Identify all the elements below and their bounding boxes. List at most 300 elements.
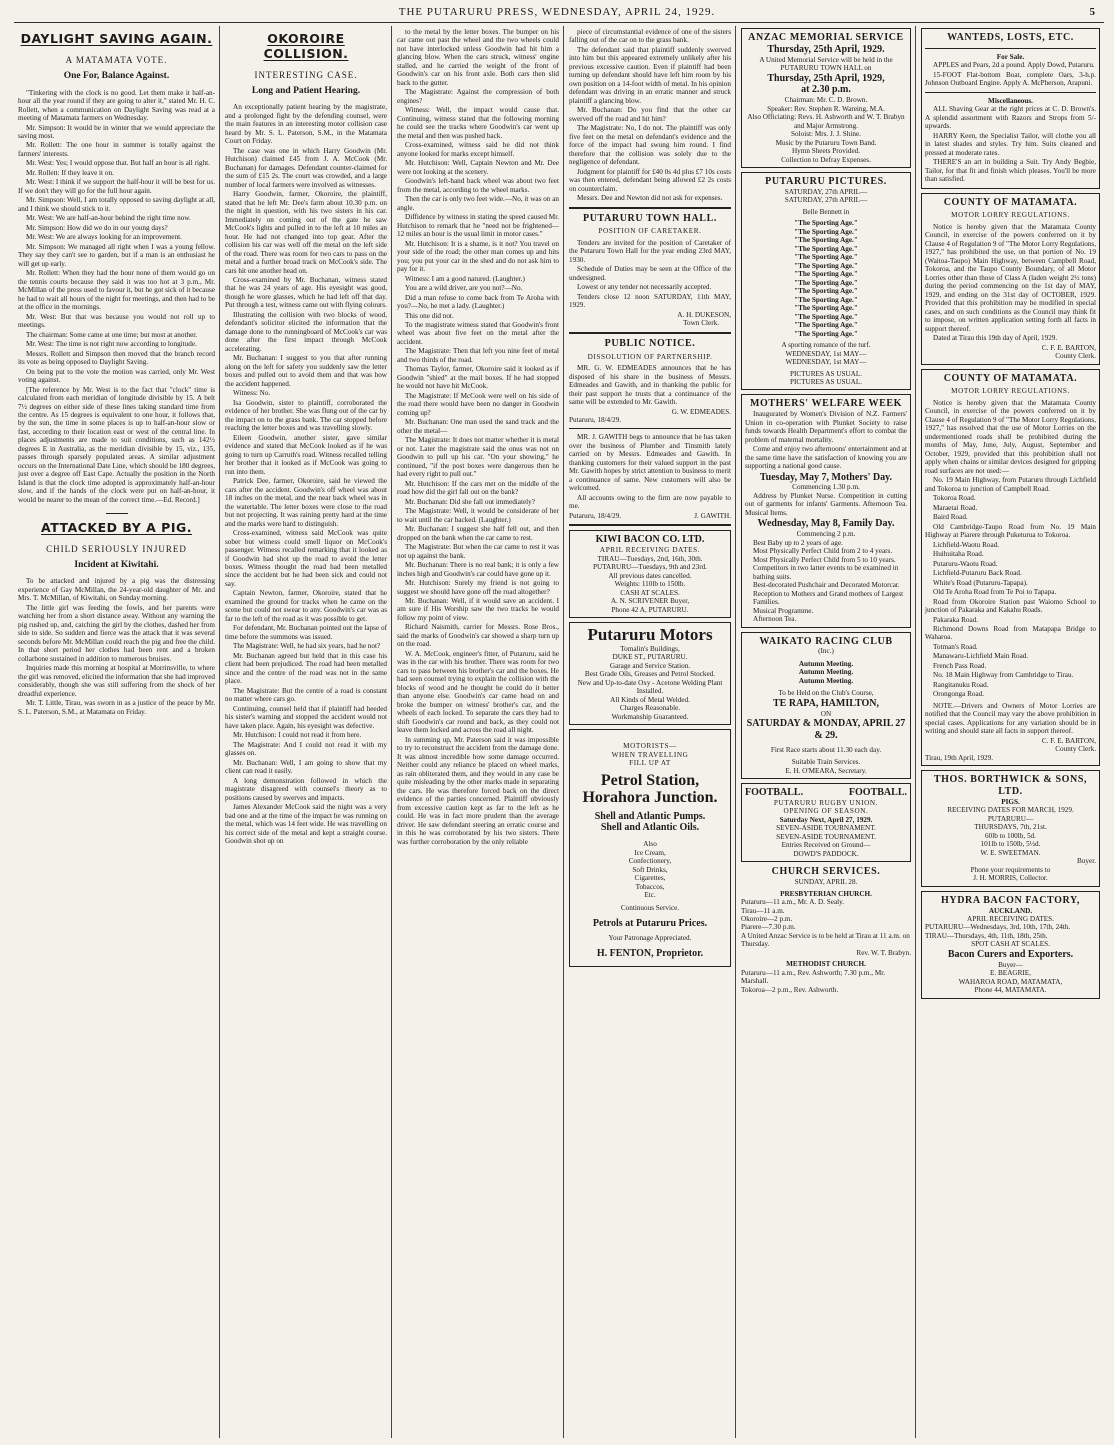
paragraph: Richmond Downs Road from Matapapa Bridge to Waharoa.	[925, 625, 1096, 642]
ad-line: APRIL RECEIVING DATES.	[967, 914, 1054, 923]
ad-line: SPOT CASH AT SCALES.	[971, 940, 1050, 949]
divider	[569, 332, 731, 334]
ad-lines	[745, 96, 907, 164]
section-title: CHURCH SERVICES.	[771, 866, 881, 878]
article-subhead: A MATAMATA VOTE.	[65, 54, 168, 65]
article-body-okoroire-cont	[397, 28, 559, 846]
text-line: Afternoon Tea.	[753, 615, 797, 624]
ad-place: TE RAPA, HAMILTON,	[773, 697, 879, 709]
ad-line: A sporting romance of the turf.	[781, 341, 871, 350]
paragraph: HARRY Keen, the Specialist Tailor, will clothe you all in latest shades and styles. Try him. Suits cleaned and pressed at moderate rates.	[925, 131, 1096, 157]
article-headline-pig: ATTACKED BY A PIG.	[41, 519, 192, 535]
text-line: Music by the Putaruru Town Band.	[775, 138, 877, 147]
text-line: Okoroire—2 p.m.	[741, 915, 793, 923]
church-name: PRESBYTERIAN CHURCH.	[780, 889, 872, 898]
paragraph: Mr. West: We are always looking for an improvement.	[26, 233, 182, 242]
ad-title: HYDRA BACON FACTORY,	[941, 894, 1080, 906]
text-line: Tokoroa—2 p.m., Rev. Ashworth.	[741, 985, 839, 994]
county-notice-1	[921, 193, 1100, 365]
ad-date: Thursday, 25th April, 1929.	[767, 43, 885, 55]
ad-title: FOOTBALL.	[745, 787, 804, 799]
ad-line: 101lb to 150lb, 5½d.	[980, 840, 1041, 849]
ad-line: THURSDAYS, 7th, 21st.	[974, 823, 1047, 832]
paragraph: Mr. T. Little, Tirau, was sworn in as a justice of the peace by Mr. S. L. Paterson, S.M., at Matamata on Friday.	[18, 699, 215, 716]
paragraph: Illustrating the collision with two blocks of wood, defendant's solicitor elicited the information that the damage done to the runningboard of McCook's car was done after the first impact through McCook accelerating.	[225, 310, 387, 353]
paragraph: Mr. Buchanan: There is no real bank; it is only a few inches high and Goodwin's car could have gone up it.	[397, 561, 559, 578]
ad-items	[573, 849, 727, 900]
notice-signature: J. GAWITH.	[694, 511, 731, 520]
text-line: Tirau—11 a.m.	[741, 906, 785, 915]
kiwi-bacon-ad	[569, 530, 731, 618]
paragraph: A long demonstration followed in which the magistrate disagreed with counsel's theory as to positions caused by swerves and impacts.	[225, 776, 387, 802]
film-title: "The Sporting Age."	[794, 329, 858, 338]
paragraph: Messrs. Dee and Newton did not ask for expenses.	[577, 194, 723, 203]
borthwick-ad	[921, 770, 1100, 886]
ad-line: PUTARURU RUGBY UNION.	[773, 798, 879, 807]
text-line: Chairman: Mr. C. D. Brown.	[784, 96, 868, 105]
text-line: Soloist: Mrs. J. J. Shine.	[791, 130, 861, 139]
text-line: Soft Drinks,	[632, 865, 668, 874]
paragraph: In summing up, Mr. Paterson said it was impossible to try to reconstruct the accident from the damage done. It was almost incredible how some damage occurred. Neither could any reliance be placed on wheel marks, as rain obliterated them, and they would in any case be quite misleading by the other marks made in separating the cars. He was therefore forced back on the direct evidence of the parties concerned. Plaintiff obviously from excessive caution kept as far to the left as he could. He was in fact more prudent than the average driver. He saw defendant steering an erratic course and in this he was corroborated by his two sisters. There was further corroboration by the only reliable	[397, 735, 559, 846]
text-line: DUKE ST., PUTARURU.	[612, 653, 688, 662]
ad-intro: A United Memorial Service will be held in the PUTARURU TOWN HALL on	[759, 55, 893, 73]
ad-time: at 2.30 p.m.	[801, 84, 851, 96]
paragraph: Mr. Buchanan: Well, if it would save an accident. I am sure if His Worship saw the two tracks he would follow my point of view.	[397, 597, 559, 622]
article-body-okoroire-end	[569, 28, 731, 203]
paragraph: Mr. Hutchison: It is a shame, is it not? You travel on your side of the road; the other man comes up and hits you; you put your car in the shed and do not ask him to pay for it.	[397, 239, 559, 274]
column-rule	[391, 26, 392, 1438]
ad-meeting: Autumn Meeting.	[798, 659, 854, 668]
paragraph: Witness: I am a good natured. (Laughter.)	[405, 274, 525, 283]
ad-title: Petrol Station, Horahora Junction.	[582, 771, 718, 807]
paragraph: White's Road (Putaruru-Tapapa).	[933, 578, 1028, 587]
text-line: Best Baby up to 2 years of age.	[753, 538, 843, 547]
paragraph: French Pass Road.	[933, 661, 987, 670]
text-line: Ice Cream,	[634, 848, 666, 857]
text-line: CASH AT SCALES.	[620, 588, 680, 597]
ad-lines	[573, 645, 727, 721]
ad-line: Phone your requirements to	[970, 865, 1051, 874]
column-4	[565, 28, 735, 1438]
ad-line: Bacon Curers and Exporters.	[947, 948, 1074, 960]
paragraph: Inquiries made this morning at hospital at Morrinsville, to where the girl was removed, elicited the information that she had improved considerably, though she was still suffering from the shock of her dreadful experience.	[18, 664, 215, 698]
paragraph: Harry Goodwin, farmer, Okoroire, the plaintiff, stated that he left Mr. Dee's farm about 10.30 p.m. on the night in question, with his two sisters in his car. Immediately on coming out of the gate he saw McCook's lights and pulled in to the left at 10 miles an hour. He had not changed into top gear. After the collision his car was well off the metal on the left side of the road. There was room for two cars to pass on the metal and a further broad track on McCook's side. The cars hit one another head on.	[225, 190, 387, 275]
notice-dated: Dated at Tirau this 19th day of April, 1929.	[933, 334, 1058, 343]
ad-title: THOS. BORTHWICK & SONS, LTD.	[933, 774, 1088, 798]
column-2	[221, 28, 391, 1438]
paragraph: Old Cambridge-Taupo Road from No. 19 Main Highway at Piarere through Puketurua to Tokoroa.	[925, 522, 1096, 540]
paragraph: An exceptionally patient hearing by the magistrate, and a prolonged fight by the defending counsel, were the main features in an interesting motor collision case heard by Mr. S. L. Paterson, S.M., in the Matamata Court on Friday.	[225, 103, 387, 146]
notice-title: COUNTY OF MATAMATA.	[943, 196, 1078, 208]
church-minister: Rev. W. T. Brabyn.	[856, 948, 911, 957]
film-title: "The Sporting Age."	[794, 278, 858, 287]
paragraph: Mr. West: But that was because you would not roll up to meetings.	[18, 312, 215, 330]
paragraph: Lichfield-Putaruru Back Road.	[933, 569, 1022, 578]
paragraph: Schedule of Duties may be seen at the Office of the undersigned.	[569, 265, 731, 282]
ad-subtitle: APRIL RECEIVING DATES.	[599, 546, 701, 555]
paragraph: The Magistrate: But when the car came to rest it was not up against the bank.	[397, 543, 559, 560]
paragraph: Pakaraka Road.	[933, 615, 979, 624]
paragraph: Mr. Buchanan: Did she fall out immediately?	[405, 497, 535, 506]
paragraph: Mr. Hutchison: Surely my friend is not going to suggest we should have gone off the road altogether?	[397, 579, 559, 596]
paragraph: No. 19 Main Highway, from Putaruru through Lichfield and Tokoroa to junction of Campbell Road.	[925, 476, 1096, 493]
ad-date: Saturday Next, April 27, 1929.	[779, 815, 873, 824]
ads-for-sale	[925, 61, 1096, 87]
paragraph: The Magistrate: If McCook were well on his side of the road there would have been no danger in Goodwin coming up?	[397, 391, 559, 417]
film-title: "The Sporting Age."	[794, 261, 858, 270]
paragraph: Witness: Well, the impact would cause that. Continuing, witness stated that the following morning he could see the tracks where Goodwin's car went up the metal and then was pushed back.	[397, 106, 559, 140]
ad-line: SEVEN-ASIDE TOURNAMENT.	[776, 832, 876, 841]
ad-line: Petrols at Putaruru Prices.	[592, 918, 708, 930]
divider	[925, 48, 1096, 49]
ad-line: Buyer—	[998, 960, 1023, 969]
masthead-rule	[14, 22, 1104, 23]
paragraph: Tenders are invited for the position of Caretaker of the Putaruru Town Hall for the year ending 23rd MAY, 1930.	[569, 238, 731, 264]
notice-signature: C. F. E. BARTON,	[1041, 736, 1096, 745]
ad-date: Thursday, 25th April, 1929,	[767, 72, 885, 84]
paragraph: Orongonga Road.	[933, 690, 985, 699]
text-line: Garage and Service Station.	[609, 661, 691, 670]
notice-title: PUTARURU TOWN HALL.	[583, 212, 717, 224]
paragraph: Captain Newton, farmer, Okoroire, stated that he examined the ground for tracks when he came on the scene but could not swear to any. Goodwin's car was as far to the left of the road as it was possible to get.	[225, 589, 387, 623]
notice-role: Town Clerk.	[683, 319, 719, 328]
film-title: "The Sporting Age."	[794, 236, 858, 245]
paragraph: Isa Goodwin, sister to plaintiff, corroborated the evidence of her brother. She was flung out of the car by the impact on to the grass bank. The car stopped before reaching the letter boxes and was travelling slowly.	[225, 398, 387, 433]
film-title: "The Sporting Age."	[794, 227, 858, 236]
divider	[569, 428, 731, 429]
notice-signature: C. F. E. BARTON,	[1041, 343, 1096, 352]
paragraph: The Magistrate: And I could not read it with my glasses on.	[225, 740, 387, 758]
column-rule	[219, 26, 220, 1438]
film-title: "The Sporting Age."	[794, 270, 858, 279]
ad-title: Putaruru Motors	[587, 625, 713, 644]
ad-title: KIWI BACON CO. LTD.	[595, 534, 705, 546]
notice-note: NOTE.—Drivers and Owners of Motor Lorries are notified that the Council may vary the above prohibition in special cases. Applications for any variation should be in writing and should state all facts in support thereof.	[925, 701, 1096, 736]
ad-line: Your Patronage Appreciated.	[608, 933, 692, 942]
paragraph: Goodwin's left-hand back wheel was about two feet from the metal, according to the wheel marks.	[397, 177, 559, 194]
ad-body: Address by Plunket Nurse. Competition in cutting out of garments for infants' Garments. Afternoon Tea. Musical Items.	[745, 491, 907, 517]
paragraph: The Magistrate: Against the compression of both engines?	[397, 88, 559, 105]
notice-subtitle: MOTOR LORRY REGULATIONS.	[951, 387, 1070, 396]
ad-line: Entries Received on Ground—	[781, 841, 871, 850]
paragraph: Then the car is only two feet wide.—No, it was on an angle.	[397, 195, 559, 212]
divider	[925, 92, 1096, 93]
notice-body: Notice is hereby given that the Matamata County Council, in exercise of the powers conferred on it by Clause 4 of Regulation 9 of "The Motor Lorry Regulations, 1927," has prohibited the use, on that portion of No. 19 (Waitoa-Taupo) Main Highway, between Campbell Road, Tokoroa, and the Taupo County Boundary, of all Motor Lorries other than those of Class A (laden weight 2½ tons) during the period commencing on the 1st day of MAY, 1929, and ending on the 31st day of OCTOBER, 1929. Provided that this prohibition may be modified in special cases, and on such conditions as the Council may think fit to impose, on written application setting forth all facts in support thereof.	[925, 222, 1097, 333]
notice-date: Putaruru, 18/4/29.	[569, 511, 622, 520]
article-body-okoroire	[225, 103, 387, 845]
film-title: "The Sporting Age."	[794, 253, 858, 262]
ad-line: Suitable Train Services.	[791, 758, 861, 767]
paragraph: The little girl was feeding the fowls, and her parents were watching her from a short distance away. Without any warning the pig rushed up, and, catching the girl by the clothes, dashed her from side to side. So sudden and fierce was the attack that it was several seconds before Mr. McMillan could reach the pig and free the child. In that short period her clothes had been rent and a broken collarbone sustained in addition to numerous bruises.	[18, 603, 215, 663]
notice-body: Notice is hereby given that the Matamata County Council, in exercise of the powers conferred on it by Clause 4 of Regulation 9 of "The Motor Lorry Regulations, 1927," has resolved that the use of Motor Lorries on the undermentioned roads shall be prohibited during the months of May, June, July, August, September and October, 1929, provided that this prohibition shall not apply when chains or similar devices designed for gripping road surfaces are not used:—	[925, 398, 1097, 475]
section-sub: Miscellaneous.	[988, 96, 1033, 105]
ad-line: PICTURES AS USUAL.	[789, 369, 863, 378]
text-line: Weights: 110lb to 150lb.	[614, 580, 686, 589]
petrol-station-ad	[569, 729, 731, 967]
mothers-welfare-ad	[741, 394, 911, 627]
ad-day: Wednesday, May 8, Family Day.	[757, 518, 895, 530]
paragraph: The Magistrate: Well, he had six years, had he not?	[233, 642, 381, 651]
text-line: Best-decorated Pushchair and Decorated Motorcar.	[753, 581, 900, 590]
paragraph: Maraetai Road.	[933, 503, 978, 512]
paragraph: THERE'S an art in building a Suit. Try Andy Begbie, Tailor, for that fit and finish which pleases. You'll be more than satisfied.	[925, 158, 1096, 184]
paragraph: APPLES and Pears, 2d a pound. Apply Dowd, Putaruru.	[933, 61, 1095, 70]
paragraph: Richard Naismith, carrier for Messrs. Rose Bros., said the marks of Goodwin's car showed a sharp turn up on the road.	[397, 623, 559, 649]
paragraph: This one did not.	[405, 311, 454, 320]
ad-line: PIGS.	[1001, 797, 1020, 806]
section-date: SUNDAY, APRIL 28.	[794, 878, 858, 887]
film-title-list	[745, 219, 907, 338]
notice-footer	[569, 512, 731, 520]
text-line: Collection to Defray Expenses.	[781, 155, 871, 164]
ad-star: Belle Bennett in	[802, 207, 850, 216]
paragraph: Mr. Simpson: Well, I am totally opposed to saving daylight at all, and I think we should stick to it.	[18, 196, 215, 213]
ad-line: 60lb to 100lb, 5d.	[985, 831, 1036, 840]
racing-club-ad	[741, 632, 911, 780]
paragraph: to the metal by the letter boxes. The bumper on his car came out past the wheel and the two wheels could not have interlocked unless Goodwin had hit him a glancing blow. When the cars struck, witness' engine stalled, and he carried the weight of the front of Goodwin's car on his front axle. Both cars then slid back to the gutter.	[397, 28, 559, 87]
text-line: Reception to Mothers and Grand mothers of Largest Families.	[753, 589, 904, 607]
ad-title-row	[745, 787, 907, 799]
text-line: Hymn Sheets Provided.	[791, 147, 861, 156]
paragraph: Road from Okoroire Station past Waiomo School to junction of Pakaraka and Kakahu Roads.	[925, 597, 1096, 615]
paragraph: Old Te Aroha Road from Te Poi to Tapapa.	[933, 588, 1057, 597]
paragraph: Mr. Buchanan: One man used the sand track and the other the metal—	[397, 418, 559, 435]
text-line: A United Anzac Service is to be held at Tirau at 11 a.m. on Thursday.	[741, 931, 910, 949]
paragraph: piece of circumstantial evidence of one of the sisters falling out of the car on to the grass bank.	[569, 28, 731, 45]
ad-title: PUTARURU PICTURES.	[765, 176, 887, 188]
text-line: Charges Reasonable.	[619, 704, 681, 713]
text-line: Phone 42 A, PUTARURU.	[611, 605, 689, 614]
paragraph: Mr. Rollett: The one hour in summer is totally against the farmers' interests.	[18, 141, 215, 158]
ad-time: Commencing 1.30 p.m.	[792, 483, 860, 492]
church-services	[741, 866, 911, 994]
paragraph: Continuing, counsel held that if plaintiff had heeded his sister's warning and stopped the accident would not have taken place. Again, his eyesight was defective.	[225, 704, 387, 730]
notice-subtitle: POSITION OF CARETAKER.	[598, 227, 702, 236]
text-line: Putaruru—11 a.m., Mr. A. D. Sealy.	[741, 898, 845, 907]
paragraph: No. 18 Main Highway from Cambridge to Tirau.	[933, 671, 1074, 680]
ad-title: MOTHERS' WELFARE WEEK	[749, 398, 903, 410]
paragraph: Lichfield-Waotu Road.	[933, 540, 1000, 549]
paragraph: Mr. Simpson: How did we do in our young days?	[26, 223, 168, 232]
paragraph: Rangitanuku Road.	[933, 680, 989, 689]
text-line: PUTARURU—Tuesdays, 9th and 23rd.	[593, 563, 707, 572]
ad-title: FOOTBALL.	[848, 787, 907, 799]
ad-line: First Race starts about 11.30 each day.	[770, 745, 882, 754]
paragraph: Mr. Buchanan: Do you find that the other car swerved off the road and hit him?	[569, 106, 731, 123]
section-sub: For Sale.	[996, 52, 1025, 61]
paragraph: [The reference by Mr. West is to the fact that "clock" time is calculated from each meridian of longitude divisible by 15. A belt 7½ degrees on either side of these lines taking standard time from the centre. As 15 degrees is equivalent to one hour, it follows that, by the sun, the time in some places is up to half-an-hour slow or fast, according to their location east or west of the central line. In places adjustments are made to suit conditions, such as 142½ degrees E in Australia, as the meridian divisible by 15, viz., 135, passes through sparsely populated areas. A similar adjustment occurs on the International Date Line, which should be 180 degrees, just over a degree off East Cape. Actually the position in the North Island is that the clock time adopted is approximately half-an-hour slow, and if the hands of the clock were put on half-an-hour, it would be nearer to the mean of the correct time.—Ed. Record.]	[18, 385, 215, 504]
text-line: Musical Programme.	[753, 606, 814, 615]
paragraph: Mr. West: Yes; I would oppose that. But half an hour is all right.	[26, 159, 210, 168]
paragraph: The defendant said that plaintiff suddenly swerved into him but this appeared extremely unlikely after his previous excessive caution. Even if plaintiff had been turning up defendant should have left him room by his own position on a 14-foot width of metal. In his opinion defendant was driving in an erratic manner and struck plaintiff a glancing blow.	[569, 45, 731, 105]
paragraph: Tokoroa Road.	[933, 494, 976, 503]
film-title: "The Sporting Age."	[794, 219, 858, 228]
church-times	[741, 898, 911, 949]
paragraph: On being put to the vote the motion was carried, only Mr. West voting against.	[18, 367, 215, 385]
paragraph: The Magistrate: Well, it would be considerate of her to wait until the car backed. (Laughter.)	[397, 507, 559, 524]
paragraph: Baird Road.	[933, 513, 968, 522]
paragraph: To the magistrate witness stated that Goodwin's front wheel was about five feet on the metal after the accident.	[397, 320, 559, 346]
notice-body	[569, 239, 731, 310]
paragraph: Mr. West: The time is not right now according to longitude.	[26, 340, 197, 349]
notice-title: COUNTY OF MATAMATA.	[943, 372, 1078, 384]
paragraph: All accounts owing to the firm are now payable to me.	[569, 493, 731, 511]
ad-meeting: Autumn Meeting.	[798, 676, 854, 685]
text-line: All previous dates cancelled.	[608, 571, 692, 580]
ads-misc	[925, 105, 1096, 183]
paragraph: Mr. Hutchison: Well, Captain Newton and Mr. Dee were not looking at the scenery.	[397, 159, 559, 176]
paragraph: MR. J. GAWITH begs to announce that he has taken over the business of Plumber and Tinsmith lately carried on by Messrs. Edmeades and Gawith. In thanking customers for their valued support in the past Mr. Gawith hopes by strict attention to business to merit a continuance of same. New customers will also be welcomed.	[569, 433, 731, 493]
text-line: A. N. SCRIVENER Buyer,	[610, 597, 690, 606]
paragraph: Mr. West: We are half-an-hour behind the right time now.	[26, 214, 191, 223]
paragraph: Cross-examined, witness said he did not think anyone looked for marks except himself.	[397, 141, 559, 158]
notice-role: County Clerk.	[1055, 352, 1096, 361]
ad-kicker: MOTORISTS—	[623, 742, 677, 751]
paragraph: The Magistrate: But the centre of a road is constant no matter where cars go.	[225, 686, 387, 704]
ad-line: Shell and Atlantic Pumps.	[594, 810, 706, 822]
notice-date: Putaruru, 18/4/29.	[569, 416, 622, 424]
town-hall-notice	[569, 213, 731, 328]
masthead	[0, 6, 1114, 22]
paragraph: Manawaru-Lichfield Main Road.	[933, 652, 1029, 661]
column-rule	[735, 26, 736, 1438]
paragraph: Mr. Buchanan agreed but held that in this case his client had been prejudiced. The road had been metalled since and the centre of the road was not in the same place.	[225, 651, 387, 686]
paragraph: Mr. Simpson: We managed all right when I was a young fellow. They say they can't see to garden, but if a man is an enthusiast he will get up early.	[18, 242, 215, 268]
text-line: Tomalin's Buildings,	[620, 644, 680, 653]
paragraph: Mr. Hutchison: I could not read it from here.	[233, 731, 362, 740]
article-subhead: CHILD SERIOUSLY INJURED	[46, 543, 187, 554]
article-deck: One For, Balance Against.	[63, 71, 170, 82]
ad-line: DOWD'S PADDOCK.	[793, 849, 859, 858]
article-deck: Long and Patient Hearing.	[251, 86, 361, 97]
ad-line: E. H. O'MEARA, Secretary.	[785, 766, 867, 775]
ad-line: RECEIVING DATES FOR MARCH, 1929.	[947, 806, 1074, 815]
text-line: Confectionery,	[628, 857, 672, 866]
ad-meeting: Autumn Meeting.	[798, 668, 854, 677]
paragraph: The Magistrate: Then that left you nine feet of metal and two thirds of the road.	[397, 347, 559, 364]
paragraph: Thomas Taylor, farmer, Okoroire said it looked as if Goodwin "shied" at the mail boxes. If he had stopped he would not have hit McCook.	[397, 365, 559, 391]
football-ad	[741, 783, 911, 862]
paragraph: The case was one in which Harry Goodwin (Mr. Hutchison) claimed £45 from J. A. McCook (Mr. Buchanan) for damages. Defendant counter-claimed for the sum of £15 2s. The court was crowded, and a large number of local farmers were involved as witnesses.	[225, 146, 387, 189]
text-line: New and Up-to-date Oxy - Acetone Welding Plant Installed.	[577, 678, 723, 696]
ad-line: E. BEAGRIE,	[990, 969, 1031, 978]
paragraph: ALL Shaving Gear at the right prices at C. D. Brown's. A splendid assortment with Razors and Strops from 5/- upwards.	[925, 105, 1096, 131]
film-title: "The Sporting Age."	[794, 304, 858, 313]
road-list	[925, 476, 1096, 699]
column-rule	[915, 26, 916, 1438]
text-line: Etc.	[644, 891, 656, 900]
text-line: Putaruru—11 a.m., Rev. Ashworth; 7.30 p.m., Mr. Marshall.	[741, 968, 886, 986]
ad-proprietor: H. FENTON, Proprietor.	[596, 948, 704, 960]
church-times	[741, 969, 911, 994]
column-6	[917, 28, 1104, 1438]
film-title: "The Sporting Age."	[794, 312, 858, 321]
ad-line: AUCKLAND.	[988, 906, 1033, 915]
ad-line: SATURDAY, 27th APRIL—	[784, 187, 868, 196]
text-line: Most Physically Perfect Child from 2 to 4 years.	[753, 547, 893, 556]
ad-line: PICTURES AS USUAL.	[789, 378, 863, 386]
ad-body: Come and enjoy two afternoons' entertainment and at the same time have the satisfaction of knowing you are supporting a national good cause.	[745, 445, 907, 471]
film-title: "The Sporting Age."	[794, 321, 858, 330]
text-line: Also Officiating: Revs. H. Ashworth and W. T. Brabyn and Major Armstrong.	[747, 113, 905, 130]
notice-body	[569, 433, 731, 510]
paragraph: Totman's Road.	[933, 642, 978, 651]
notice-role: County Clerk.	[1055, 745, 1096, 754]
text-line: Cigarettes,	[634, 874, 666, 883]
ad-line: ON	[820, 709, 832, 718]
paragraph: You are a wild driver, are you not?—No.	[405, 284, 523, 293]
hydra-bacon-ad	[921, 891, 1100, 999]
paragraph: Did a man refuse to come back from Te Aroha with you?—No, he met a lady. (Laughter.)	[397, 293, 559, 311]
article-deck: Incident at Kiwitahi.	[74, 560, 159, 571]
text-line: All Kinds of Metal Welded.	[610, 695, 690, 704]
ad-days: SATURDAY & MONDAY, APRIL 27 & 29.	[746, 718, 906, 741]
masthead-title: THE PUTARURU PRESS, WEDNESDAY, APRIL 24, 1929.	[398, 6, 716, 18]
text-line: TIRAU—Thursdays, 4th, 11th, 18th, 25th.	[925, 931, 1048, 940]
text-line: Piarere—7.30 p.m.	[741, 923, 796, 932]
notice-signature: G. W. EDMEADES.	[671, 407, 731, 416]
paragraph: Mr. Buchanan: Well, I am going to show that my client can read it easily.	[225, 758, 387, 776]
notice-body	[569, 364, 731, 406]
divider	[569, 524, 731, 526]
ad-title: ANZAC MEMORIAL SERVICE	[748, 32, 904, 43]
text-line: Workmanship Guaranteed.	[611, 712, 689, 721]
public-notice	[569, 338, 731, 521]
article-headline-okoroire: OKOROIRE COLLISION.	[263, 31, 349, 61]
column-5	[737, 28, 915, 1438]
article-subhead: INTERESTING CASE.	[254, 69, 358, 80]
divider	[18, 508, 215, 516]
ad-line: Shell and Atlantic Oils.	[600, 822, 700, 834]
column-3	[393, 28, 563, 1438]
anzac-service-ad	[741, 28, 911, 168]
paragraph: The chairman: Some came at one time; but most at another.	[26, 330, 198, 339]
paragraph: Diffidence by witness in stating the speed caused Mr. Hutchison to remark that he "need not be frightened—12 miles an hour is the usual limit in motor cases."	[397, 213, 559, 239]
ad-line: WEDNESDAY, 1st MAY—	[785, 358, 867, 367]
text-line: Most Physically Perfect Child from 5 to 10 years.	[753, 555, 896, 564]
paragraph: MR. G. W. EDMEADES announces that he has disposed of his share in the business of Messrs. Edmeades and Gawith, and in thanking the public for their past support he trusts that a continuance of the same will be extended to Mr. Gawith.	[569, 364, 731, 407]
divider	[569, 207, 731, 209]
notice-title: PUBLIC NOTICE.	[604, 337, 696, 349]
ad-line: Also	[643, 840, 657, 849]
ad-kicker: WHEN TRAVELLING FILL UP AT	[611, 750, 689, 768]
paragraph: Patrick Dee, farmer, Okoroire, said he viewed the cars after the accident. Goodwin's off wheel was about 18 inches on the metal, and the near back wheel was in the watertable. The letter boxes were close to the road but not projecting. It was raining pretty hard at the time and the marks were hard to distinguish.	[225, 477, 387, 528]
putaruru-motors-ad	[569, 622, 731, 725]
paragraph: Mr. Buchanan: I suggest she half fell out, and then dropped on the bank when the car came to rest.	[397, 525, 559, 542]
paragraph: Huihuitaha Road.	[933, 550, 984, 559]
ad-line: J. H. MORRIS, Collector.	[973, 874, 1048, 883]
text-line: Speaker: Rev. Stephen R. Wareing, M.A.	[767, 104, 885, 113]
paragraph: The Magistrate: It does not matter whether it is metal or not. Later the magistrate said the onus was not on Goodwin to pull up his car. "On your showing," he continued, "if the post boxes were dangerous then he had every right to pull out."	[397, 436, 559, 479]
text-line: Tobaccos,	[635, 882, 665, 891]
notice-subtitle: MOTOR LORRY REGULATIONS.	[951, 211, 1070, 220]
notice-subtitle: DISSOLUTION OF PARTNERSHIP.	[587, 352, 713, 361]
paragraph: Cross-examined by Mr. Buchanan, witness stated that he was 24 years of age. His eyesight was good, though he wore glasses, which he had left off that day. Put through a test, witness came out with flying colours.	[225, 276, 387, 310]
film-title: "The Sporting Age."	[794, 287, 858, 296]
ad-time: Commencing 2 p.m.	[796, 530, 856, 539]
text-line: TIRAU—Tuesdays, 2nd, 16th, 30th.	[597, 554, 703, 563]
section-title: WANTEDS, LOSTS, ETC.	[947, 32, 1074, 43]
paragraph: To be attacked and injured by a pig was the distressing experience of Gay McMillan, the 24-year-old daughter of Mr. and Mrs. T. McMillan, of Kiwitahi, on Sunday morning.	[18, 577, 215, 603]
paragraph: Mr. Rollett: When they had the hour none of them would go on the tennis courts because they said it was too hot at 3 p.m., Mr. McMillan of the press used to favour it, but he got sick of it because he had to wait all hours of the night for meetings, and then had to be at the office in the mornings.	[18, 269, 215, 312]
paragraph: Mr. Buchanan: I suggest to you that after running along on the left for safety you suddenly saw the letter boxes and pulled out to avoid them and that was how the accident happened.	[225, 354, 387, 388]
ad-title: WAIKATO RACING CLUB	[759, 635, 893, 647]
ad-line: Continuous Service.	[620, 903, 680, 912]
text-line: Best Grade Oils, Greases and Petrol Stocked.	[584, 670, 716, 679]
page-number: 5	[1089, 6, 1096, 18]
ad-line: To be Held on the Club's Course,	[778, 689, 874, 698]
text-line: PUTARURU—Wednesdays, 3rd, 10th, 17th, 24th.	[925, 923, 1071, 932]
